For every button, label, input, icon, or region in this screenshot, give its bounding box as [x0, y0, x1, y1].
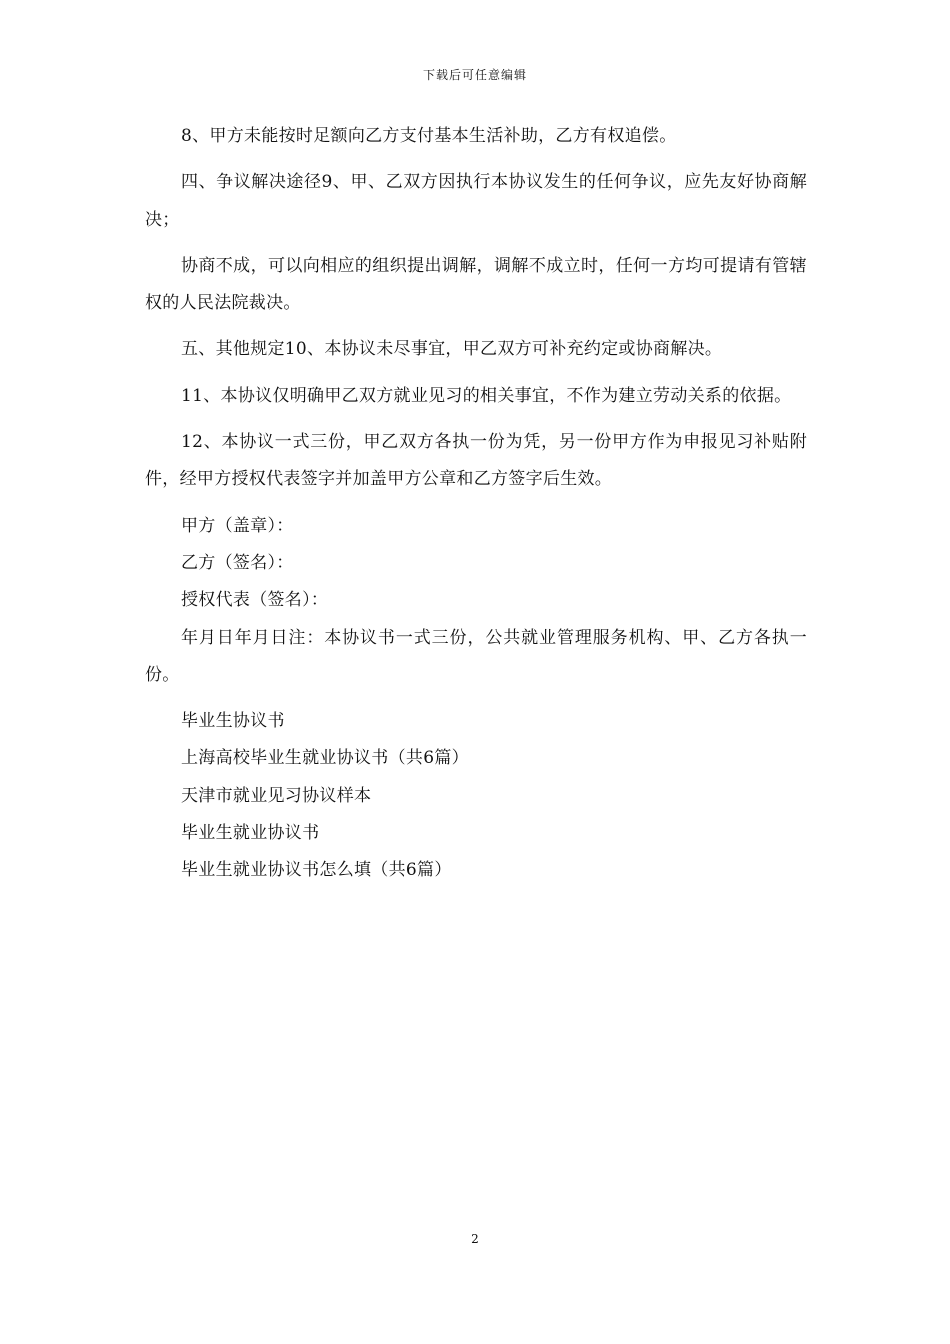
signature-authorized-rep: 授权代表（签名）： [181, 590, 329, 611]
document-body [145, 118, 807, 890]
signature-party-b: 乙方（签名）： [181, 552, 294, 573]
clause-8: 8、甲方未能按时足额向乙方支付基本生活补助，乙方有权追偿。 [181, 126, 677, 146]
clause-12: 12、本协议一式三份，甲乙双方各执一份为凭，另一份甲方作为申报见习补贴附件，经甲方授权代表签字并加盖甲方公章和乙方签字后生效。 [145, 432, 807, 490]
date-and-note: 年月日年月日注：本协议书一式三份，公共就业管理服务机构、甲、乙方各执一份。 [145, 627, 807, 685]
clause-9-dispute-resolution: 四、争议解决途径9、甲、乙双方因执行本协议发生的任何争议，应先友好协商解决； [145, 172, 807, 230]
related-doc-4: 毕业生就业协议书 [181, 823, 320, 844]
related-doc-1: 毕业生协议书 [181, 711, 285, 732]
related-doc-2: 上海高校毕业生就业协议书（共6篇） [181, 748, 469, 769]
related-doc-3: 天津市就业见习协议样本 [181, 785, 372, 806]
clause-10-other-provisions: 五、其他规定10、本协议未尽事宜，甲乙双方可补充约定或协商解决。 [181, 339, 723, 360]
page-number: 2 [471, 1232, 479, 1246]
page-header: 下载后可任意编辑 [422, 68, 527, 82]
signature-party-a: 甲方（盖章）： [181, 515, 294, 536]
related-doc-5: 毕业生就业协议书怎么填（共6篇） [181, 860, 452, 881]
clause-11: 11、本协议仅明确甲乙双方就业见习的相关事宜，不作为建立劳动关系的依据。 [181, 385, 792, 406]
clause-9-mediation: 协商不成，可以向相应的组织提出调解，调解不成立时，任何一方均可提请有管辖权的人民法院裁决。 [145, 255, 807, 314]
